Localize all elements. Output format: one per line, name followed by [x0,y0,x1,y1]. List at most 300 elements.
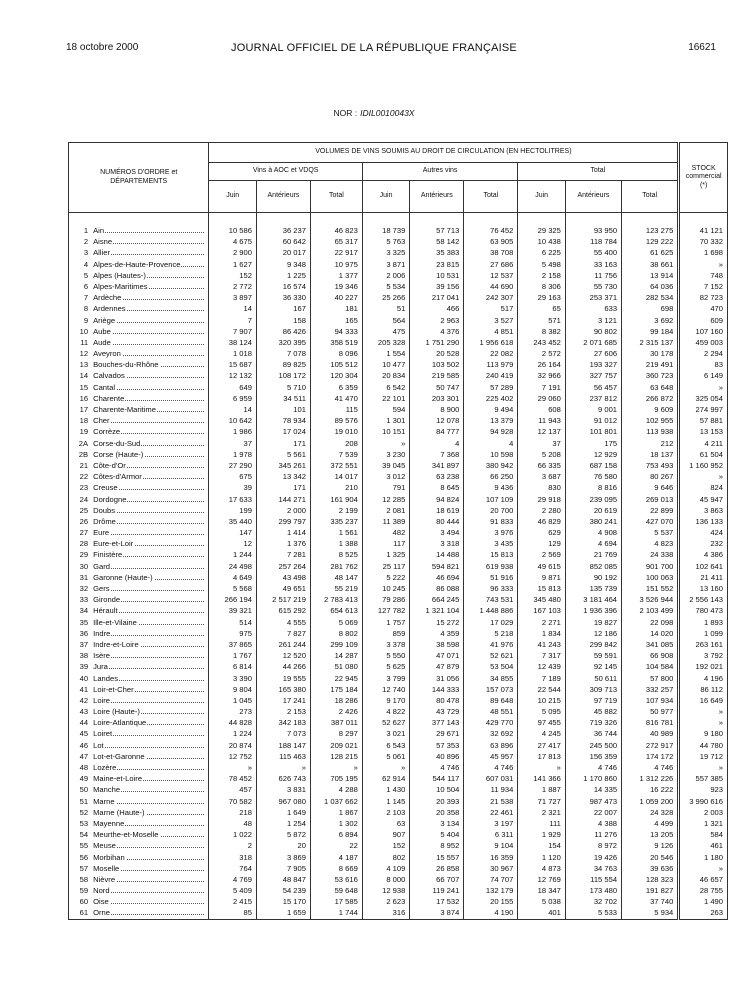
cell-departement [90,281,209,292]
table-row [69,706,728,717]
cell-autres-juin: 205 328 [362,337,410,348]
departement-name: Loiret [93,729,113,739]
cell-code: 37 [69,639,91,650]
table-row [69,594,728,605]
cell-stock: 16 649 [679,695,728,706]
cell-autres-juin: 51 [362,303,410,314]
cell-total-juin: 129 [518,538,566,549]
cell-aoc-juin: 5 409 [209,885,257,896]
cell-autres-anterieurs: 1 321 104 [410,605,464,616]
table-row [69,359,728,370]
cell-total-anterieurs: 90 192 [565,572,621,583]
cell-departement [90,326,209,337]
cell-aoc-anterieurs: 36 237 [256,225,310,236]
cell-aoc-juin: 514 [209,617,257,628]
cell-aoc-anterieurs: 49 651 [256,583,310,594]
cell-aoc-total: 65 317 [310,236,362,247]
cell-autres-juin: 62 914 [362,773,410,784]
cell-autres-juin: 8 000 [362,874,410,885]
cell-total-total: 99 184 [622,326,679,337]
cell-aoc-juin: 9 804 [209,684,257,695]
cell-departement [90,896,209,907]
cell-stock: 557 385 [679,773,728,784]
table-row [69,281,728,292]
cell-aoc-juin: 1 022 [209,829,257,840]
cell-autres-anterieurs: 8 900 [410,404,464,415]
cell-departement [90,706,209,717]
cell-aoc-anterieurs: 20 017 [256,247,310,258]
table-row [69,426,728,437]
cell-code: 61 [69,907,91,919]
cell-total-anterieurs: 118 784 [565,236,621,247]
header-total-total: Total [622,181,679,213]
cell-departement [90,796,209,807]
departement-name: Charente [93,393,125,403]
cell-code: 2B [69,449,91,460]
cell-stock: 1 099 [679,628,728,639]
cell-autres-juin: 3 871 [362,259,410,270]
cell-aoc-juin: 14 [209,404,257,415]
table-row [69,896,728,907]
cell-departement [90,840,209,851]
cell-aoc-anterieurs: 5 710 [256,382,310,393]
cell-aoc-total: 299 109 [310,639,362,650]
departement-name: Creuse [93,483,118,493]
table-row [69,247,728,258]
departement-name: Calvados [93,371,125,381]
departement-name: Charente-Maritime [93,405,156,414]
cell-departement [90,784,209,795]
cell-total-juin: 12 439 [518,661,566,672]
cell-autres-juin: 3 799 [362,673,410,684]
cell-aoc-juin: 70 582 [209,796,257,807]
cell-total-total: 30 178 [622,348,679,359]
cell-code: 24 [69,494,91,505]
cell-total-juin: 401 [518,907,566,919]
cell-aoc-juin: 649 [209,382,257,393]
cell-code: 47 [69,751,91,762]
cell-autres-anterieurs: 664 245 [410,594,464,605]
cell-aoc-total: 2 199 [310,505,362,516]
cell-code: 1 [69,225,91,236]
cell-aoc-total: 2 426 [310,706,362,717]
cell-departement [90,673,209,684]
cell-autres-juin: 3 021 [362,728,410,739]
cell-aoc-juin: 10 642 [209,415,257,426]
table-row [69,885,728,896]
cell-autres-anterieurs: 103 502 [410,359,464,370]
cell-total-total: 174 172 [622,751,679,762]
header-total-juin: Juin [518,181,566,213]
cell-total-anterieurs: 14 335 [565,784,621,795]
cell-departement [90,863,209,874]
table-row [69,796,728,807]
cell-total-total: 360 723 [622,370,679,381]
table-row [69,337,728,348]
cell-code: 49 [69,773,91,784]
cell-autres-total: 32 692 [464,728,518,739]
cell-autres-juin: 22 101 [362,393,410,404]
table-row [69,549,728,560]
cell-stock: 86 112 [679,684,728,695]
cell-departement [90,751,209,762]
cell-departement [90,438,209,449]
cell-aoc-total: 4 288 [310,784,362,795]
cell-aoc-anterieurs: 1 376 [256,538,310,549]
cell-aoc-juin: 7 907 [209,326,257,337]
cell-aoc-total: 5 069 [310,617,362,628]
cell-autres-anterieurs: 15 557 [410,852,464,863]
cell-autres-total: 429 770 [464,717,518,728]
cell-aoc-total: 175 184 [310,684,362,695]
cell-total-juin: 49 615 [518,561,566,572]
cell-autres-juin: 907 [362,829,410,840]
cell-autres-juin: 1 554 [362,348,410,359]
cell-total-total: 129 222 [622,236,679,247]
cell-autres-juin: 1 325 [362,549,410,560]
cell-stock: 1 698 [679,247,728,258]
table-row [69,728,728,739]
cell-autres-juin: 594 [362,404,410,415]
cell-aoc-juin: 44 828 [209,717,257,728]
cell-autres-total: 4 746 [464,762,518,773]
cell-aoc-anterieurs: 16 574 [256,281,310,292]
cell-autres-juin: 4 109 [362,863,410,874]
cell-stock: 1 893 [679,617,728,628]
cell-aoc-anterieurs: 2 517 219 [256,594,310,605]
cell-autres-total: 3 435 [464,538,518,549]
cell-autres-total: 30 967 [464,863,518,874]
cell-autres-anterieurs: 5 404 [410,829,464,840]
table-row [69,236,728,247]
cell-autres-anterieurs: 35 383 [410,247,464,258]
cell-total-juin: 65 [518,303,566,314]
cell-autres-anterieurs: 544 117 [410,773,464,784]
cell-stock: » [679,706,728,717]
cell-aoc-anterieurs: 7 078 [256,348,310,359]
header-aoc-anterieurs: Antérieurs [256,181,310,213]
cell-total-juin: 10 215 [518,695,566,706]
cell-total-total: 63 648 [622,382,679,393]
cell-autres-anterieurs: 20 393 [410,796,464,807]
cell-departement [90,639,209,650]
cell-autres-anterieurs: 47 071 [410,650,464,661]
cell-autres-juin: 564 [362,315,410,326]
cell-total-anterieurs: 92 145 [565,661,621,672]
cell-code: 16 [69,393,91,404]
cell-autres-juin: 152 [362,840,410,851]
cell-departement [90,695,209,706]
cell-aoc-anterieurs: 78 934 [256,415,310,426]
cell-autres-juin: 6 542 [362,382,410,393]
cell-aoc-total: 48 147 [310,572,362,583]
cell-total-total: 20 546 [622,852,679,863]
cell-total-total: 102 955 [622,415,679,426]
departement-name: Lot-et-Garonne [93,751,145,761]
cell-autres-total: 132 179 [464,885,518,896]
cell-departement [90,762,209,773]
cell-autres-juin: 1 757 [362,617,410,628]
cell-departement [90,236,209,247]
cell-total-total: 40 989 [622,728,679,739]
cell-stock: 1 490 [679,896,728,907]
cell-departement [90,885,209,896]
cell-departement [90,907,209,919]
cell-code: 57 [69,863,91,874]
cell-total-anterieurs: 12 186 [565,628,621,639]
cell-aoc-total: 2 783 413 [310,594,362,605]
table-row [69,494,728,505]
cell-code: 25 [69,505,91,516]
cell-aoc-anterieurs: 167 [256,303,310,314]
cell-aoc-juin: 4 675 [209,236,257,247]
cell-aoc-total: 128 215 [310,751,362,762]
departement-name: Loire-Atlantique [93,718,147,728]
cell-autres-total: 13 379 [464,415,518,426]
departement-name: Garonne (Haute-) [93,572,153,582]
cell-departement [90,426,209,437]
cell-total-juin: 29 918 [518,494,566,505]
cell-autres-total: 89 648 [464,695,518,706]
cell-autres-juin: 11 389 [362,516,410,527]
cell-departement [90,818,209,829]
cell-autres-juin: 25 117 [362,561,410,572]
cell-stock: 470 [679,303,728,314]
departement-name: Lozère [93,763,117,772]
header-stock: STOCK commercial (*) [679,143,728,213]
cell-departement [90,315,209,326]
cell-total-anterieurs: 59 591 [565,650,621,661]
cell-stock: 102 641 [679,561,728,572]
cell-total-total: 22 098 [622,617,679,628]
departement-name: Ardèche [93,293,122,303]
cell-aoc-total: 358 519 [310,337,362,348]
cell-aoc-juin: 457 [209,784,257,795]
cell-autres-total: 63 905 [464,236,518,247]
cell-aoc-juin: 1 045 [209,695,257,706]
cell-aoc-total: 1 744 [310,907,362,919]
cell-total-juin: 629 [518,527,566,538]
cell-total-total: 100 063 [622,572,679,583]
cell-total-anterieurs: 90 802 [565,326,621,337]
cell-total-anterieurs: 135 739 [565,583,621,594]
cell-aoc-juin: 1 767 [209,650,257,661]
cell-stock: 748 [679,270,728,281]
cell-total-juin: 41 243 [518,639,566,650]
cell-code: 19 [69,426,91,437]
cell-stock: 107 160 [679,326,728,337]
cell-aoc-anterieurs: 9 348 [256,259,310,270]
table-row [69,762,728,773]
cell-total-juin: 12 137 [518,426,566,437]
cell-total-juin: 29 060 [518,393,566,404]
table-row [69,605,728,616]
cell-autres-anterieurs: 4 746 [410,762,464,773]
departement-name: Drôme [93,516,116,526]
cell-total-juin: 26 164 [518,359,566,370]
cell-autres-juin: 5 550 [362,650,410,661]
cell-code: 7 [69,292,91,303]
cell-autres-anterieurs: 43 729 [410,706,464,717]
cell-aoc-juin: 2 772 [209,281,257,292]
cell-aoc-juin: 1 018 [209,348,257,359]
cell-autres-total: 27 686 [464,259,518,270]
cell-autres-total: 48 551 [464,706,518,717]
cell-total-total: 272 917 [622,740,679,751]
table-row [69,661,728,672]
cell-autres-anterieurs: 31 056 [410,673,464,684]
cell-autres-total: 22 082 [464,348,518,359]
cell-aoc-juin: 6 959 [209,393,257,404]
cell-total-anterieurs: 5 533 [565,907,621,919]
cell-total-anterieurs: 175 [565,438,621,449]
cell-total-juin: 608 [518,404,566,415]
cell-code: 43 [69,706,91,717]
cell-total-total: 61 625 [622,247,679,258]
cell-code: 29 [69,549,91,560]
cell-stock: 21 411 [679,572,728,583]
table-row [69,684,728,695]
cell-aoc-total: 40 227 [310,292,362,303]
cell-autres-anterieurs: 66 707 [410,874,464,885]
cell-total-juin: 154 [518,840,566,851]
cell-aoc-anterieurs: 1 659 [256,907,310,919]
table-row [69,471,728,482]
cell-autres-juin: 10 151 [362,426,410,437]
cell-autres-anterieurs: 8 645 [410,482,464,493]
departement-name: Hérault [93,606,118,616]
cell-aoc-juin: 1 978 [209,449,257,460]
cell-total-total: 5 934 [622,907,679,919]
departement-name: Eure [93,528,110,538]
cell-total-anterieurs: 687 158 [565,460,621,471]
cell-aoc-anterieurs: 171 [256,482,310,493]
departement-name: Alpes (Hautes-) [93,270,146,280]
cell-total-total: 151 552 [622,583,679,594]
cell-autres-juin: 12 740 [362,684,410,695]
cell-aoc-anterieurs: 171 [256,438,310,449]
cell-aoc-total: 17 585 [310,896,362,907]
cell-total-juin: 5 498 [518,259,566,270]
cell-aoc-total: 1 377 [310,270,362,281]
cell-autres-juin: 5 763 [362,236,410,247]
cell-aoc-total: 1 302 [310,818,362,829]
cell-total-anterieurs: 19 827 [565,617,621,628]
cell-departement [90,348,209,359]
cell-total-total: 427 070 [622,516,679,527]
cell-total-anterieurs: 33 163 [565,259,621,270]
cell-autres-juin: 20 834 [362,370,410,381]
cell-aoc-anterieurs: 4 555 [256,617,310,628]
cell-autres-anterieurs: 18 619 [410,505,464,516]
cell-code: 18 [69,415,91,426]
table-row [69,561,728,572]
cell-total-anterieurs: 239 095 [565,494,621,505]
cell-autres-anterieurs: 63 238 [410,471,464,482]
cell-code: 32 [69,583,91,594]
cell-total-anterieurs: 97 719 [565,695,621,706]
table-row [69,740,728,751]
cell-aoc-juin: 39 321 [209,605,257,616]
cell-total-juin: 97 455 [518,717,566,728]
cell-autres-total: 3 197 [464,818,518,829]
cell-aoc-total: 19 346 [310,281,362,292]
departement-name: Côtes-d'Armor [93,472,142,482]
cell-total-anterieurs: 20 619 [565,505,621,516]
cell-total-juin: 7 317 [518,650,566,661]
cell-aoc-anterieurs: 615 292 [256,605,310,616]
cell-code: 56 [69,852,91,863]
cell-autres-anterieurs: 38 598 [410,639,464,650]
departement-name: Ariège [93,315,116,325]
cell-total-total: 80 267 [622,471,679,482]
header-autres-juin: Juin [362,181,410,213]
cell-stock: 3 990 616 [679,796,728,807]
cell-stock: 461 [679,840,728,851]
cell-total-total: 2 315 137 [622,337,679,348]
cell-total-juin: 37 [518,438,566,449]
cell-aoc-juin: 20 874 [209,740,257,751]
cell-autres-juin: 1 301 [362,415,410,426]
cell-total-total: 2 103 499 [622,605,679,616]
cell-total-juin: 2 572 [518,348,566,359]
cell-autres-anterieurs: 39 156 [410,281,464,292]
cell-aoc-total: 1 037 662 [310,796,362,807]
cell-total-total: 107 934 [622,695,679,706]
cell-total-juin: 46 829 [518,516,566,527]
table-row [69,370,728,381]
table-row [69,326,728,337]
cell-total-juin: 167 103 [518,605,566,616]
cell-code: 50 [69,784,91,795]
cell-departement [90,404,209,415]
cell-aoc-anterieurs: 60 642 [256,236,310,247]
cell-total-anterieurs: 380 241 [565,516,621,527]
cell-autres-juin: 5 222 [362,572,410,583]
cell-departement [90,717,209,728]
departement-name: Doubs [93,505,116,515]
table-row [69,874,728,885]
header-aoc-total: Total [310,181,362,213]
cell-autres-juin: 9 170 [362,695,410,706]
departement-name: Loir-et-Cher [93,684,134,694]
cell-autres-anterieurs: 20 528 [410,348,464,359]
cell-total-juin: 4 245 [518,728,566,739]
cell-aoc-total: 1 388 [310,538,362,549]
cell-departement [90,572,209,583]
cell-aoc-anterieurs: 12 520 [256,650,310,661]
cell-autres-anterieurs: 20 358 [410,807,464,818]
cell-aoc-total: 55 219 [310,583,362,594]
cell-aoc-anterieurs: 144 271 [256,494,310,505]
cell-stock: 424 [679,527,728,538]
cell-total-total: 13 205 [622,829,679,840]
cell-code: 58 [69,874,91,885]
cell-autres-total: 225 402 [464,393,518,404]
nor-code: IDIL0010043X [360,108,415,118]
departement-name: Meurthe-et-Moselle [93,830,159,840]
cell-total-juin: 5 038 [518,896,566,907]
cell-departement [90,247,209,258]
cell-aoc-juin: 12 [209,538,257,549]
cell-departement [90,482,209,493]
cell-autres-total: 5 218 [464,628,518,639]
cell-autres-juin: 12 938 [362,885,410,896]
cell-code: 9 [69,315,91,326]
cell-departement [90,605,209,616]
cell-aoc-anterieurs: 17 241 [256,695,310,706]
cell-aoc-total: 18 286 [310,695,362,706]
